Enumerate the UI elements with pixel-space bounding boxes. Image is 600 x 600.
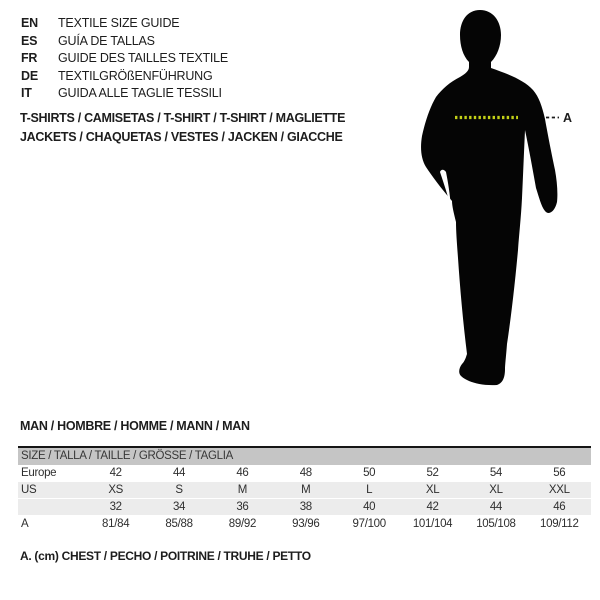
size-cell: 109/112 <box>540 518 579 530</box>
man-silhouette-figure <box>360 0 600 410</box>
size-cell: 38 <box>299 501 312 513</box>
language-code: EN <box>21 16 38 30</box>
size-cell: 46 <box>236 467 249 479</box>
size-cell: 42 <box>109 467 122 479</box>
size-cell: XL <box>489 484 503 496</box>
size-cell: 36 <box>236 501 249 513</box>
table-row <box>18 465 591 482</box>
language-code: FR <box>21 51 38 66</box>
language-row <box>21 50 228 68</box>
size-cell: 85/88 <box>165 518 193 530</box>
language-code: IT <box>21 86 32 101</box>
size-cell: 97/100 <box>352 518 386 530</box>
size-cell: 44 <box>172 467 186 479</box>
row-label: US <box>21 484 37 496</box>
size-cell: 42 <box>426 501 439 513</box>
size-cell: XXL <box>548 484 570 496</box>
language-guide-title: GUIDE DES TAILLES TEXTILE <box>58 51 229 66</box>
size-table-header: SIZE / TALLA / TAILLE / GRÖSSE / TAGLIA <box>18 448 591 465</box>
table-row <box>18 516 591 533</box>
row-label: Europe <box>21 467 57 479</box>
size-cell: 101/104 <box>412 518 453 530</box>
man-silhouette-svg <box>360 0 600 410</box>
language-row <box>21 85 228 103</box>
size-table <box>18 446 591 533</box>
language-row <box>21 15 228 33</box>
size-cell: 56 <box>553 467 566 479</box>
size-cell: 34 <box>172 501 186 513</box>
category-line: JACKETS / CHAQUETAS / VESTES / JACKEN / GIACCHE <box>20 130 343 144</box>
size-cell: 44 <box>489 501 503 513</box>
size-cell: 48 <box>299 467 312 479</box>
size-cell: 52 <box>426 467 439 479</box>
category-line: T-SHIRTS / CAMISETAS / T-SHIRT / T-SHIRT / MAGLIETTE <box>20 111 346 125</box>
size-cell: 93/96 <box>292 518 320 530</box>
size-cell: 46 <box>553 501 566 513</box>
language-guide-title: GUIDA ALLE TAGLIE TESSILI <box>58 86 222 101</box>
row-label <box>18 499 84 515</box>
size-cell: 40 <box>363 501 376 513</box>
size-cell: 81/84 <box>102 518 130 530</box>
language-row <box>21 68 228 86</box>
size-cell: 32 <box>109 501 122 513</box>
row-label: A <box>21 518 29 530</box>
language-list <box>21 15 228 103</box>
language-code: DE <box>21 68 38 83</box>
size-cell: XL <box>425 484 440 496</box>
size-cell: 105/108 <box>476 518 516 530</box>
size-cell: 54 <box>489 467 503 479</box>
size-cell: XS <box>108 484 124 496</box>
size-cell: M <box>237 484 248 496</box>
language-guide-title: TEXTILGRÖßENFÜHRUNG <box>58 68 213 83</box>
language-row <box>21 33 228 51</box>
category-list <box>20 109 345 147</box>
size-table-body <box>18 465 591 533</box>
man-silhouette-icon <box>421 10 557 385</box>
table-row <box>18 499 591 516</box>
measure-label-a: A <box>563 111 573 125</box>
measurement-footnote: A. (cm) CHEST / PECHO / POITRINE / TRUHE / PETTO <box>20 549 311 563</box>
size-cell: 89/92 <box>228 518 257 530</box>
language-guide-title: TEXTILE SIZE GUIDE <box>58 16 180 30</box>
size-cell: S <box>175 484 183 496</box>
language-guide-title: GUÍA DE TALLAS <box>58 33 155 48</box>
size-cell: M <box>301 484 311 496</box>
size-cell: 50 <box>363 467 376 479</box>
size-cell: L <box>366 484 373 496</box>
language-code: ES <box>21 33 38 48</box>
section-title: MAN / HOMBRE / HOMME / MANN / MAN <box>20 419 250 433</box>
table-row <box>18 482 591 499</box>
